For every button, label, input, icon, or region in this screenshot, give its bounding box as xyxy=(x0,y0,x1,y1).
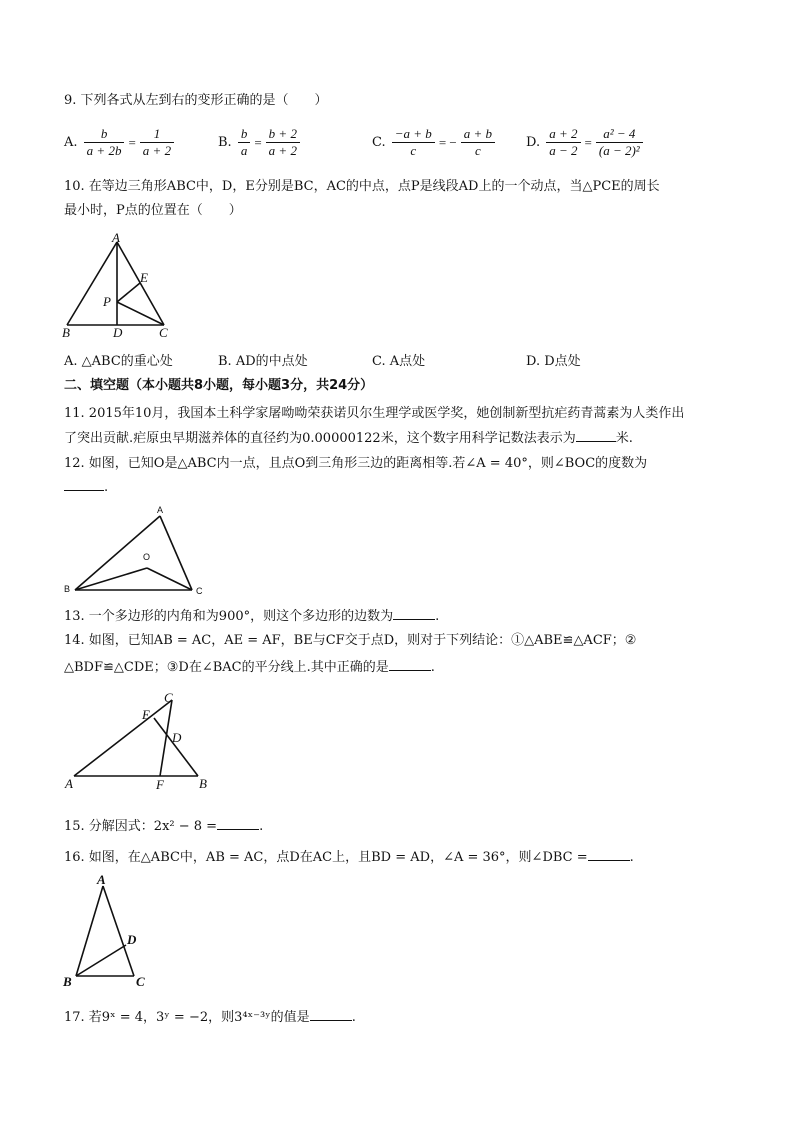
equilateral-triangle-figure xyxy=(60,228,180,343)
q13-text: 13. 一个多边形的内角和为900°，则这个多边形的边数为 . xyxy=(64,609,440,624)
q10-option-a: A. △ABC的重心处 xyxy=(64,354,173,369)
label-o: O xyxy=(143,552,151,562)
fraction: $\frac{a + 2}{a - 2}$ xyxy=(546,126,580,160)
q12-line-1: 12. 如图，已知O是△ABC内一点，且点O到三角形三边的距离相等.若∠A = 40°，则∠BOC的度数为 xyxy=(64,456,648,471)
label-e: E xyxy=(140,270,148,285)
label-f: F xyxy=(156,777,164,792)
intersecting-triangles-figure xyxy=(60,688,215,794)
q9-option-d: D. $\frac{a + 2}{a - 2}$ = $\frac{\text{a² − 4}}{\text{(a − 2)²}}$ xyxy=(526,126,645,160)
label-d: D xyxy=(127,932,137,947)
label-p: P xyxy=(103,294,111,309)
label-b: B xyxy=(62,325,70,340)
fraction: $\frac{b}{a + 2b}$ xyxy=(84,126,125,160)
label-d: D xyxy=(172,730,182,745)
q11-line-1: 11. 2015年10月，我国本土科学家屠呦呦荣获诺贝尔生理学或医学奖，她创制新型抗疟药青蒿素为人类作出 xyxy=(64,406,685,421)
answer-blank xyxy=(389,658,431,671)
fraction: $\frac{b + 2}{a + 2}$ xyxy=(266,126,300,160)
fraction: $\frac{b}{a}$ xyxy=(238,126,251,160)
triangle-o-figure xyxy=(60,502,210,598)
q14-line-1: 14. 如图，已知AB = AC，AE = AF，BE与CF交于点D，则对于下列结论：①△ABE≌△ACF；② xyxy=(64,633,637,648)
label-a: A xyxy=(65,776,73,791)
label-d: D xyxy=(113,325,123,340)
q10-option-c: C. A点处 xyxy=(372,354,426,369)
q9-option-a: A. $\frac{b}{a + 2b}$ = $\frac{1}{a + 2}$ xyxy=(64,126,176,160)
label-c: C xyxy=(164,690,173,705)
fraction: $\frac{a + b}{c}$ xyxy=(461,126,495,160)
fraction: $\frac{1}{a + 2}$ xyxy=(140,126,174,160)
label-c: C xyxy=(136,974,145,989)
q10-option-b: B. AD的中点处 xyxy=(218,354,308,369)
q14-line-2: △BDF≌△CDE；③D在∠BAC的平分线上.其中正确的是 . xyxy=(64,660,435,675)
label-a: A xyxy=(97,872,106,887)
label-a: A xyxy=(157,505,164,515)
fraction: $\frac{\text{a² − 4}}{\text{(a − 2)²}}$ xyxy=(596,126,643,160)
answer-blank xyxy=(576,429,616,442)
section-heading: 二、填空题（本小题共8小题，每小题3分，共24分） xyxy=(64,378,374,393)
answer-blank xyxy=(217,817,259,830)
q17-text: 17. 若9ˣ = 4，3ʸ = −2，则3⁴ˣ⁻³ʸ的值是 . xyxy=(64,1010,356,1025)
fraction: $\frac{-a + b}{c}$ xyxy=(392,126,435,160)
q10-line-2: 最小时，P点的位置在（ ） xyxy=(64,203,242,218)
q9-stem: 9. 下列各式从左到右的变形正确的是（ ） xyxy=(64,93,328,108)
label-b: B xyxy=(64,584,71,594)
label-a: A xyxy=(112,230,120,245)
label-b: B xyxy=(199,776,207,791)
answer-blank xyxy=(310,1008,352,1021)
label-b: B xyxy=(63,974,72,989)
answer-blank xyxy=(393,607,435,620)
q11-line-2: 了突出贡献.疟原虫早期滋养体的直径约为0.00000122米，这个数字用科学记数法表示为 米. xyxy=(64,431,633,446)
label-c: C xyxy=(159,325,168,340)
label-c: C xyxy=(196,586,203,596)
answer-blank xyxy=(64,478,104,491)
q15-text: 15. 分解因式：2x² − 8 = . xyxy=(64,819,264,834)
q10-option-d: D. D点处 xyxy=(526,354,581,369)
answer-blank xyxy=(588,848,630,861)
q9-option-c: C. $\frac{-a + b}{c}$ = − $\frac{a + b}{c}$ xyxy=(372,126,497,160)
q16-text: 16. 如图，在△ABC中，AB = AC，点D在AC上，且BD = AD，∠A = 36°，则∠DBC = . xyxy=(64,850,634,865)
q12-line-2: . xyxy=(64,478,108,497)
q9-option-b: B. $\frac{b}{a}$ = $\frac{b + 2}{a + 2}$ xyxy=(218,126,302,160)
q10-line-1: 10. 在等边三角形ABC中，D，E分别是BC，AC的中点，点P是线段AD上的一个动点，当△PCE的周长 xyxy=(64,179,660,194)
label-e: E xyxy=(142,707,150,722)
isosceles-triangle-figure xyxy=(60,872,160,990)
